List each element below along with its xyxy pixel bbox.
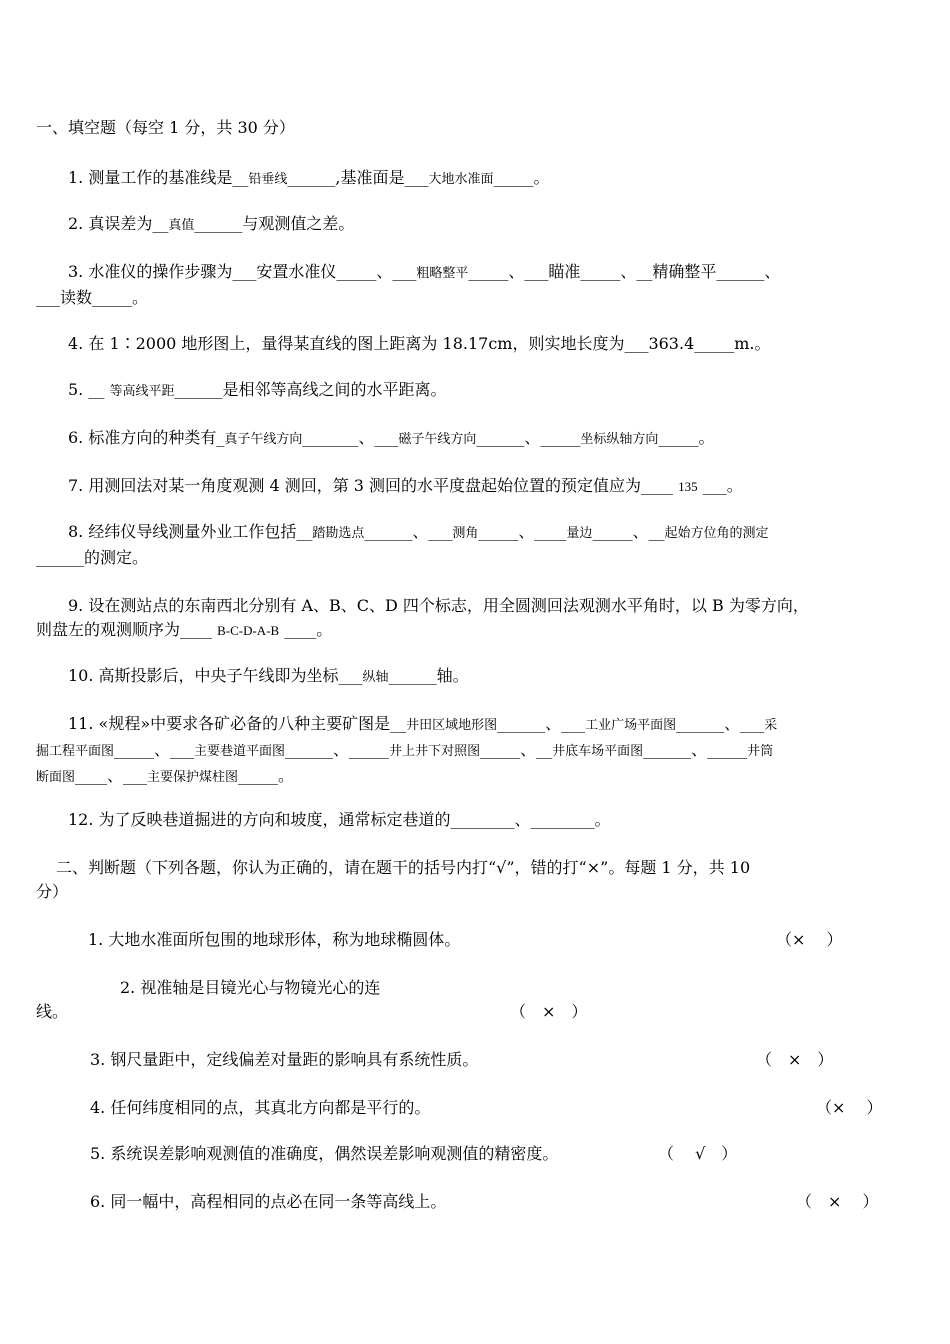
judge-answer-4: （× ） (816, 1098, 883, 1117)
question-text-cont: 断面图____、___主要保护煤柱图_____。 (36, 766, 295, 785)
section2-title-cont: 分） (36, 882, 69, 901)
question-text: 8. 经纬仪导线测量外业工作包括__踏勘选点______、___测角_____、____量边_____、__起始方位角的测定 (68, 522, 769, 541)
judge-question-2: 2. 视准轴是目镜光心与物镜光心的连 (120, 978, 381, 997)
fill-question-9 (36, 596, 914, 641)
section1-title: 一、填空题（每空 1 分，共 30 分） (36, 118, 295, 137)
question-text-cont: 则盘左的观测顺序为____ B-C-D-A-B ____。 (36, 620, 333, 639)
fill-question-8 (36, 522, 914, 568)
judge-answer-5: （ √ ） (658, 1144, 738, 1163)
judge-answer-3: （ × ） (756, 1050, 834, 1069)
question-text: 12. 为了反映巷道掘进的方向和坡度，通常标定巷道的________、________。 (68, 810, 611, 829)
judge-question-1: 1. 大地水准面所包围的地球形体，称为地球椭圆体。 (88, 930, 461, 949)
question-text: 9. 设在测站点的东南西北分别有 A、B、C、D 四个标志，用全圆测回法观测水平角时，以 B 为零方向， (68, 596, 809, 615)
judge-answer-2: （ × ） (510, 1002, 588, 1021)
fill-question-12 (36, 810, 914, 830)
question-text: 1. 测量工作的基准线是__铅垂线______,基准面是___大地水准面_____。 (68, 168, 550, 187)
judge-question-6: 6. 同一幅中，高程相同的点必在同一条等高线上。 (90, 1192, 447, 1211)
fill-question-6 (36, 428, 914, 450)
question-text-cont: ___读数_____。 (36, 288, 149, 307)
judge-answer-6: （ × ） (796, 1192, 879, 1211)
question-text: 11. «规程»中要求各矿必备的八种主要矿图是__井田区域地形图______、___工业广场平面图______、___采 (68, 714, 778, 733)
judge-question-5: 5. 系统误差影响观测值的准确度，偶然误差影响观测值的精密度。 (90, 1144, 559, 1163)
question-text: 6. 标准方向的种类有_真子午线方向_______、___磁子午线方向______、_____坐标纵轴方向_____。 (68, 428, 715, 447)
fill-question-4 (36, 334, 914, 354)
question-text: 2. 真误差为__真值______与观测值之差。 (68, 214, 355, 233)
question-text-cont: 掘工程平面图_____、___主要巷道平面图______、_____井上井下对照图_____、__井底车场平面图______、_____井筒 (36, 740, 774, 759)
section2-title: 二、判断题（下列各题，你认为正确的，请在题干的括号内打“√”，错的打“×”。每题 1 分，共 10 (56, 858, 751, 877)
fill-question-2 (36, 214, 914, 236)
judge-question-2-cont: 线。 (36, 1002, 69, 1021)
question-text: 10. 高斯投影后，中央子午线即为坐标___纵轴______轴。 (68, 666, 469, 685)
judge-question-3: 3. 钢尺量距中，定线偏差对量距的影响具有系统性质。 (90, 1050, 479, 1069)
question-text: 4. 在 1∶2000 地形图上，量得某直线的图上距离为 18.17cm，则实地长度为___363.4_____m.。 (68, 334, 771, 353)
fill-question-3 (36, 262, 914, 308)
question-text: 5. __ 等高线平距______是相邻等高线之间的水平距离。 (68, 380, 447, 399)
fill-question-11 (36, 714, 914, 788)
judge-question-4: 4. 任何纬度相同的点，其真北方向都是平行的。 (90, 1098, 431, 1117)
question-text: 3. 水准仪的操作步骤为___安置水准仪_____、___粗略整平_____、___瞄准_____、__精确整平______、 (68, 262, 781, 281)
judge-answer-1: （× ） (776, 930, 843, 949)
fill-question-1 (36, 168, 914, 190)
fill-question-7 (36, 476, 914, 497)
fill-question-5 (36, 380, 914, 402)
fill-question-10 (36, 666, 914, 688)
question-text-cont: ______的测定。 (36, 548, 149, 567)
question-text: 7. 用测回法对某一角度观测 4 测回，第 3 测回的水平度盘起始位置的预定值应为____ 135 ___。 (68, 476, 743, 495)
